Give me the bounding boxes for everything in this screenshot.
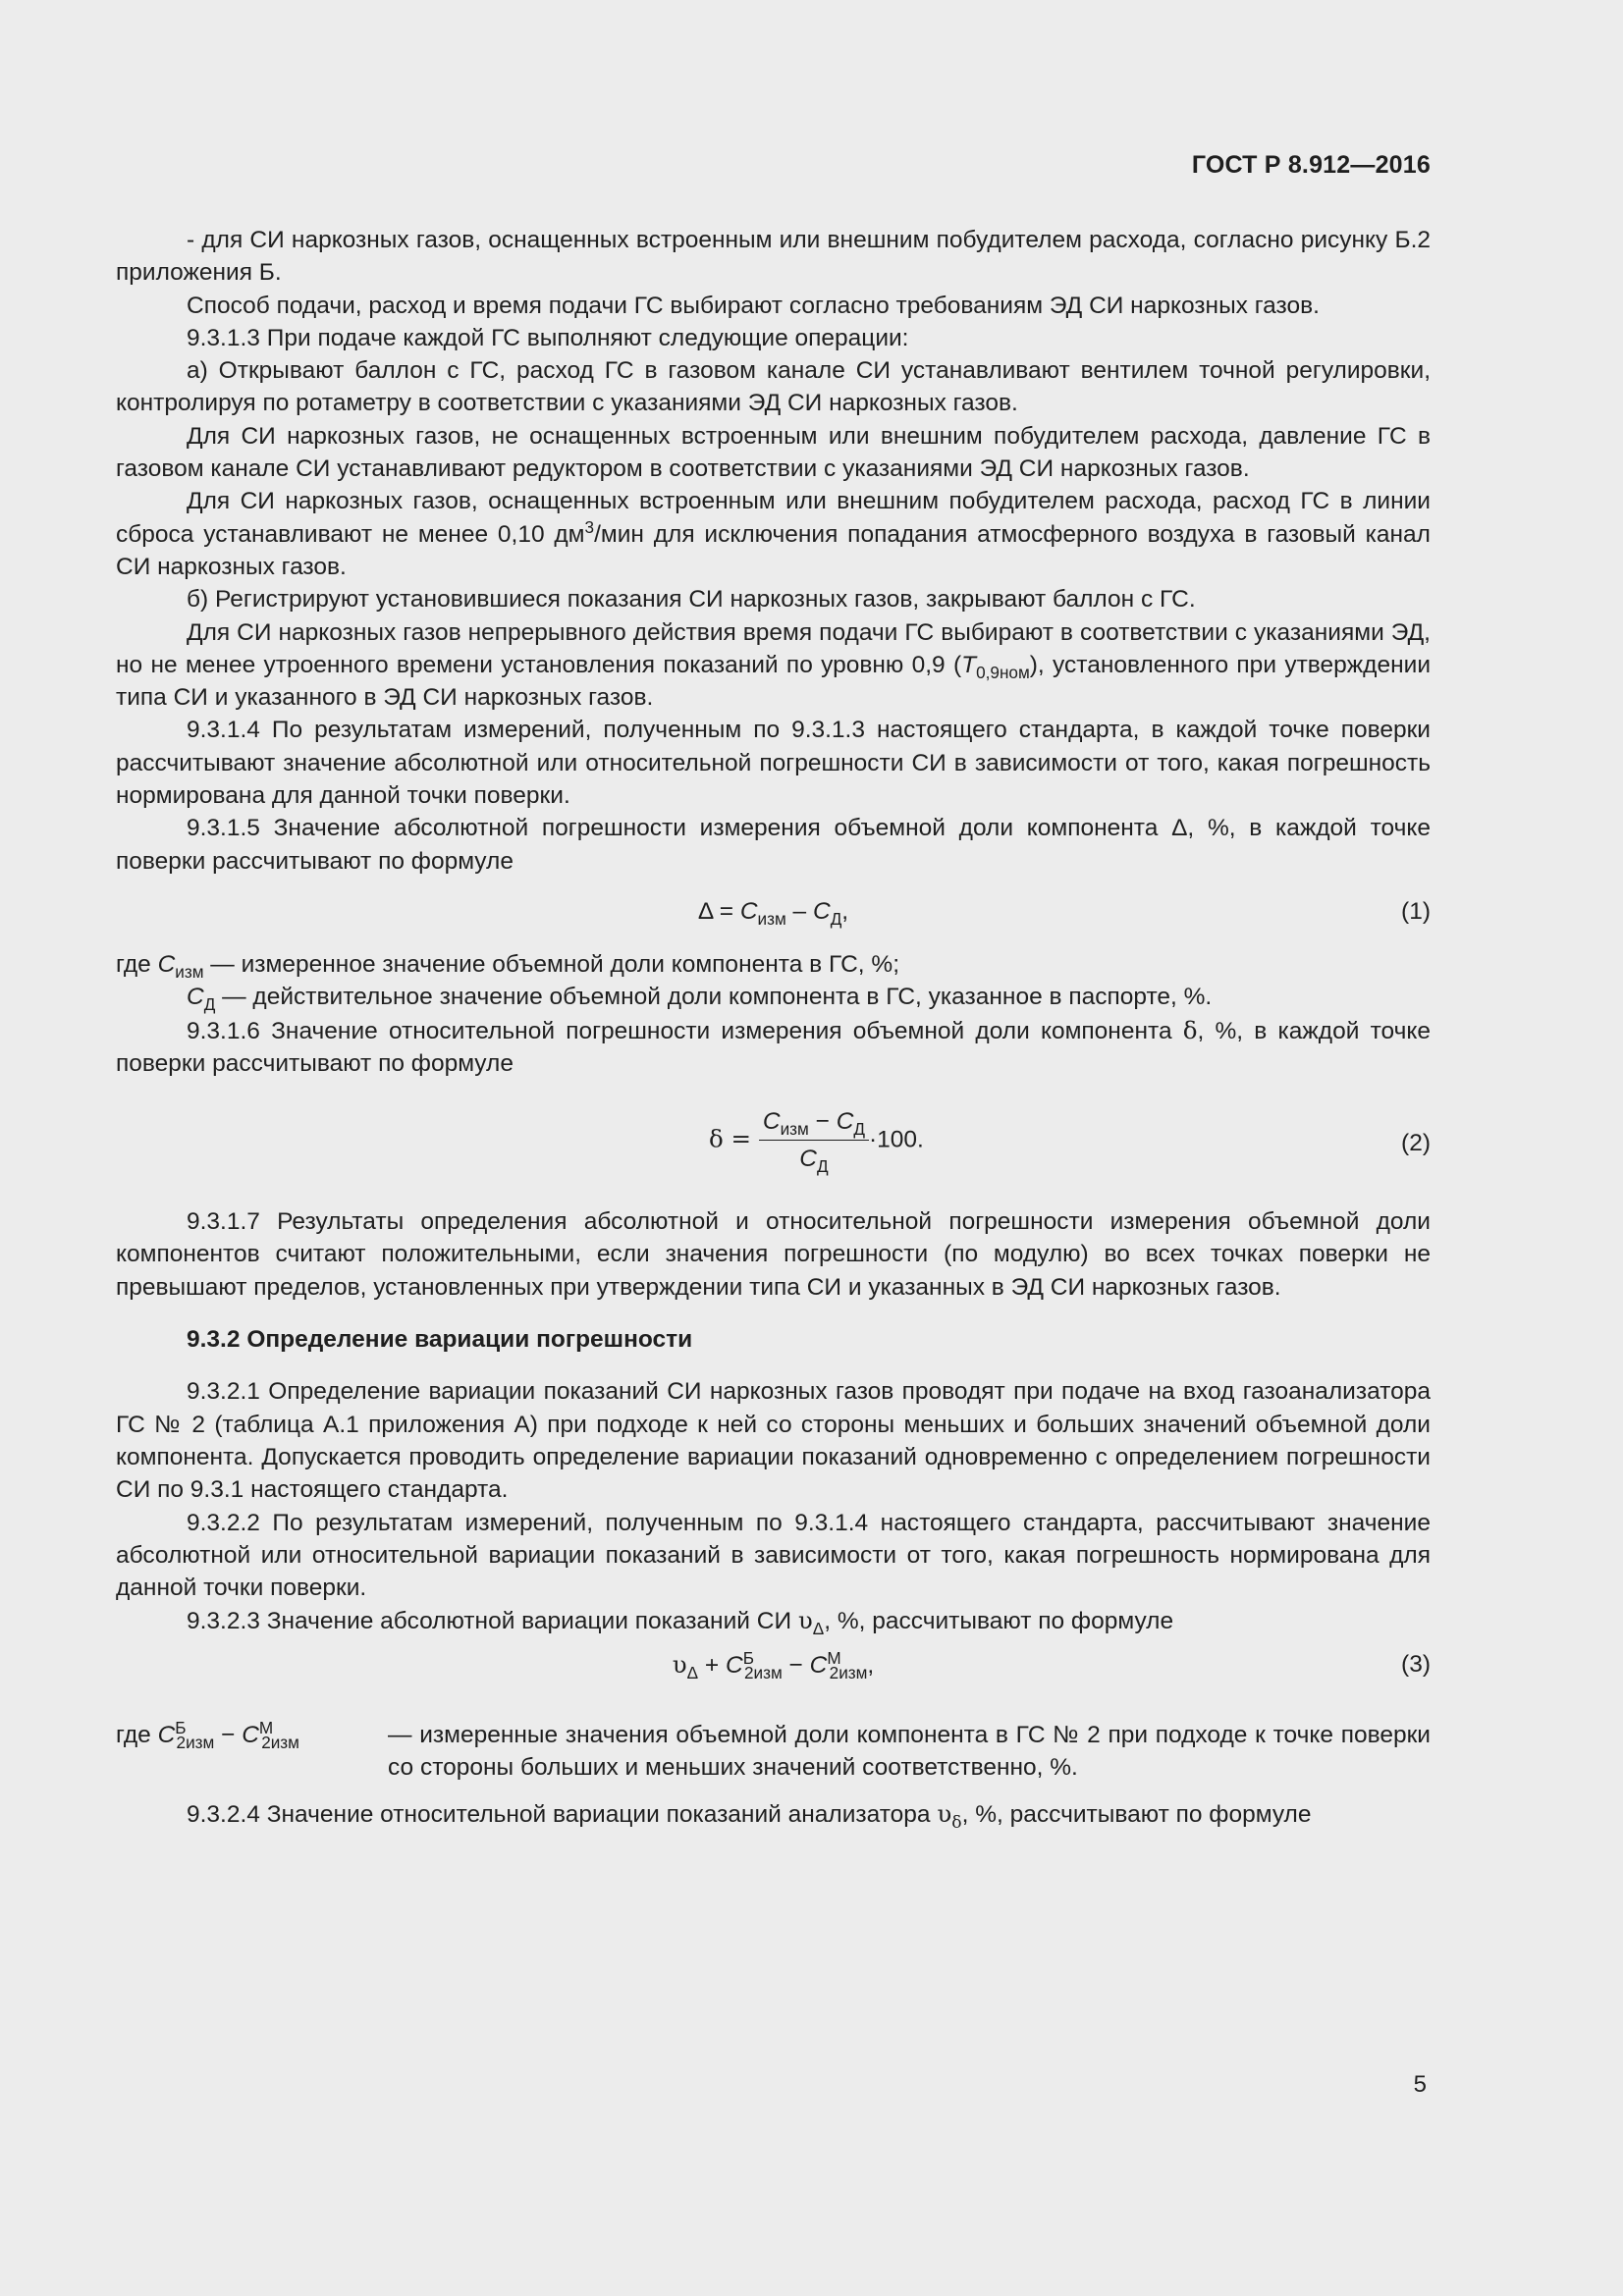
paragraph: 9.3.1.7 Результаты определения абсолютной и относительной погрешности измерения объемной доли компонентов считают положительными, если значения погрешности (по модулю) во всех точках поверки не превышают пределов, установленных при утверждении типа СИ и указанных в ЭД СИ наркозных газов. bbox=[116, 1208, 1431, 1301]
paragraph: 9.3.1.4 По результатам измерений, полученным по 9.3.1.3 настоящего стандарта, в каждой точке поверки рассчитывают значение абсолютной или относительной погрешности СИ в зависимости от того, какая погрешность нормирована для данной точки поверки. bbox=[116, 717, 1431, 810]
formula-1-expression: $\Delta = C_{изм} - C_Д$, bbox=[697, 897, 849, 929]
paragraph: Способ подачи, расход и время подачи ГС выбирают согласно требованиям ЭД СИ наркозных газов. bbox=[187, 292, 1320, 319]
formula-3-number: (3) bbox=[1401, 1650, 1431, 1678]
formula-2-number: (2) bbox=[1401, 1130, 1431, 1157]
formula-3-expression: $\upsilon_\Delta + C^Б_{2изм} - C^М_{2изм}$, bbox=[672, 1647, 875, 1682]
paragraph: Для СИ наркозных газов, оснащенных встроенным или внешним побудителем расхода, расход ГС в линии сброса устанавливают не менее 0,10 $дм^3$/мин для исключения попадания атмосферного воздуха в газовый канал СИ наркозных газов. bbox=[116, 488, 1431, 580]
where-clause: где $C_{изм}$ — измеренное значение объемной доли компонента в ГС, %; bbox=[116, 950, 900, 982]
section-heading: 9.3.2 Определение вариации погрешности bbox=[187, 1326, 693, 1354]
paragraph: Для СИ наркозных газов, не оснащенных встроенным или внешним побудителем расхода, давление ГС в газовом канале СИ устанавливают редуктором в соответствии с указаниями ЭД СИ наркозных газов. bbox=[116, 422, 1431, 483]
paragraph: а) Открывают баллон с ГС, расход ГС в газовом канале СИ устанавливают вентилем точной регулировки, контролируя по ротаметру в соответствии с указаниями ЭД СИ наркозных газов. bbox=[116, 357, 1431, 417]
paragraph: 9.3.1.6 Значение относительной погрешности измерения объемной доли компонента δ, %, в каждой точке поверки рассчитывают по формуле bbox=[116, 1015, 1431, 1077]
paragraph: 9.3.2.2 По результатам измерений, полученным по 9.3.1.4 настоящего стандарта, рассчитывают значение абсолютной или относительной вариации показаний в зависимости от того, какая погрешность нормирована для данной точки поверки. bbox=[116, 1509, 1431, 1602]
formula-1-number: (1) bbox=[1401, 897, 1431, 925]
document-body bbox=[116, 224, 1431, 1832]
paragraph: 9.3.1.5 Значение абсолютной погрешности измерения объемной доли компонента Δ, %, в каждой точке поверки рассчитывают по формуле bbox=[116, 815, 1431, 875]
paragraph: - для СИ наркозных газов, оснащенных встроенным или внешним побудителем расхода, согласно рисунку Б.2 приложения Б. bbox=[116, 227, 1431, 287]
paragraph: 9.3.2.4 Значение относительной вариации показаний анализатора $\upsilon_\delta$, %, рассчитывают по формуле bbox=[187, 1799, 1312, 1834]
paragraph: 9.3.1.3 При подаче каждой ГС выполняют следующие операции: bbox=[187, 324, 909, 351]
paragraph: Для СИ наркозных газов непрерывного действия время подачи ГС выбирают в соответствии с указаниями ЭД, но не менее утроенного времени установления показаний по уровню 0,9 $(T_{0,9ном})$, установленного при утверждении типа СИ и указанного в ЭД СИ наркозных газов. bbox=[116, 618, 1431, 712]
formula-2-expression: δ = $\frac{C_{изм} - C_Д}{C_Д}$ ·100. bbox=[709, 1105, 924, 1176]
where-label: где $C^Б_{2изм} - C^М_{2изм}$ bbox=[116, 1717, 299, 1752]
formula-1 bbox=[116, 878, 1431, 948]
formula-2 bbox=[116, 1080, 1431, 1205]
where-clause: где $C^Б_{2изм} - C^М_{2изм}$ — измеренные значения объемной доли компонента в ГС № 2 при подходе к точке поверки со стороны больших и меньших значений соответственно, %. bbox=[116, 1717, 1431, 1781]
document-header: ГОСТ Р 8.912—2016 bbox=[1191, 151, 1431, 179]
page-number: 5 bbox=[1413, 2071, 1427, 2098]
paragraph: б) Регистрируют установившиеся показания СИ наркозных газов, закрывают баллон с ГС. bbox=[187, 586, 1196, 614]
paragraph: 9.3.2.1 Определение вариации показаний СИ наркозных газов проводят при подаче на вход газоанализатора ГС № 2 (таблица А.1 приложения А) при подходе к ней со стороны меньших и больших значений объемной доли компонента. Допускается проводить определение вариации показаний одновременно с определением погрешности СИ по 9.3.1 настоящего стандарта. bbox=[116, 1378, 1431, 1504]
paragraph: 9.3.2.3 Значение абсолютной вариации показаний СИ $\upsilon_\Delta$, %, рассчитывают по формуле bbox=[187, 1606, 1174, 1639]
formula-2-fraction: $\frac{C_{изм} - C_Д}{C_Д}$ bbox=[759, 1105, 869, 1176]
where-clause: $C_Д$ — действительное значение объемной доли компонента в ГС, указанное в паспорте, %. bbox=[187, 984, 1213, 1015]
formula-3 bbox=[116, 1638, 1431, 1703]
